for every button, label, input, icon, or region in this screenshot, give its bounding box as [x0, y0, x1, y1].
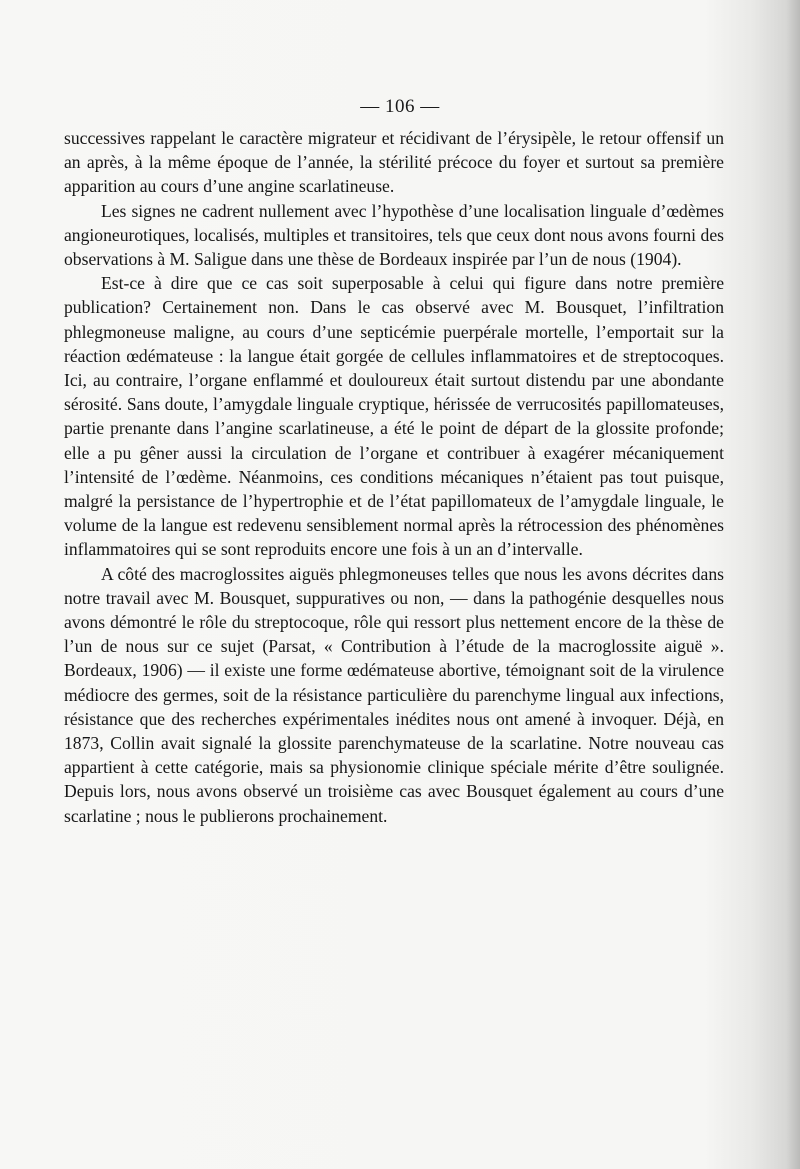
paragraph-acute-macroglossitis: A côté des macroglossites aiguës phlegmoneuses telles que nous les avons décrites dans notre travail avec M. Bousquet, suppuratives ou non, — dans la pathogénie desquelles nous avons démontré le rôle du streptocoque, rôle qui ressort plus nettement encore de la thèse de l’un de nous sur ce sujet (Parsat, « Contribution à l’étude de la macroglossite aiguë ». Bordeaux, 1906) — il existe une forme œdémateuse abortive, témoignant soit de la virulence médiocre des germes, soit de la résistance particulière du parenchyme lingual aux infections, résistance que des recherches expérimentales inédites nous ont amené à invoquer. Déjà, en 1873, Collin avait signalé la glossite parenchymateuse de la scarlatine. Notre nouveau cas appartient à cette catégorie, mais sa physionomie clinique spéciale mérite d’être soulignée. Depuis lors, nous avons observé un troisième cas avec Bousquet également au cours d’une scarlatine ; nous le publierons prochainement.	[64, 563, 724, 826]
page-number: — 106 —	[360, 96, 440, 117]
paragraph-continuation: successives rappelant le caractère migrateur et récidivant de l’érysipèle, le retour offensif un an après, à la même époque de l’année, la stérilité précoce du foyer et surtout sa première apparition au cours d’une angine scarlatineuse.	[64, 128, 724, 197]
body-text	[64, 126, 724, 828]
paragraph-comparison-first-case: Est-ce à dire que ce cas soit superposable à celui qui figure dans notre première publication? Certainement non. Dans le cas observé avec M. Bousquet, l’infiltration phlegmoneuse maligne, au cours d’une septicémie puerpérale mortelle, l’emportait sur la réaction œdémateuse : la langue était gorgée de cellules inflammatoires et de streptocoques. Ici, au contraire, l’organe enflammé et douloureux était surtout distendu par une abondante sérosité. Sans doute, l’amygdale linguale cryptique, hérissée de verrucosités papillomateuses, partie prenante dans l’angine scarlatineuse, a été le point de départ de la glossite profonde; elle a pu gêner aussi la circulation de l’organe et contribuer à exagérer mécaniquement l’intensité de l’œdème. Néanmoins, ces conditions mécaniques n’étaient pas tout puisque, malgré la persistance de l’hypertrophie et de l’état papillomateux de l’amygdale linguale, le volume de la langue est redevenu sensiblement normal après la rétrocession des phénomènes inflammatoires qui se sont reproduits encore une fois à un an d’intervalle.	[64, 273, 724, 560]
paragraph-angioneurotic-edema: Les signes ne cadrent nullement avec l’hypothèse d’une localisation linguale d’œdèmes angioneurotiques, localisés, multiples et transitoires, tels que ceux dont nous avons fourni des observations à M. Saligue dans une thèse de Bordeaux inspirée par l’un de nous (1904).	[64, 200, 724, 270]
page-edge-shadow	[786, 0, 800, 1169]
